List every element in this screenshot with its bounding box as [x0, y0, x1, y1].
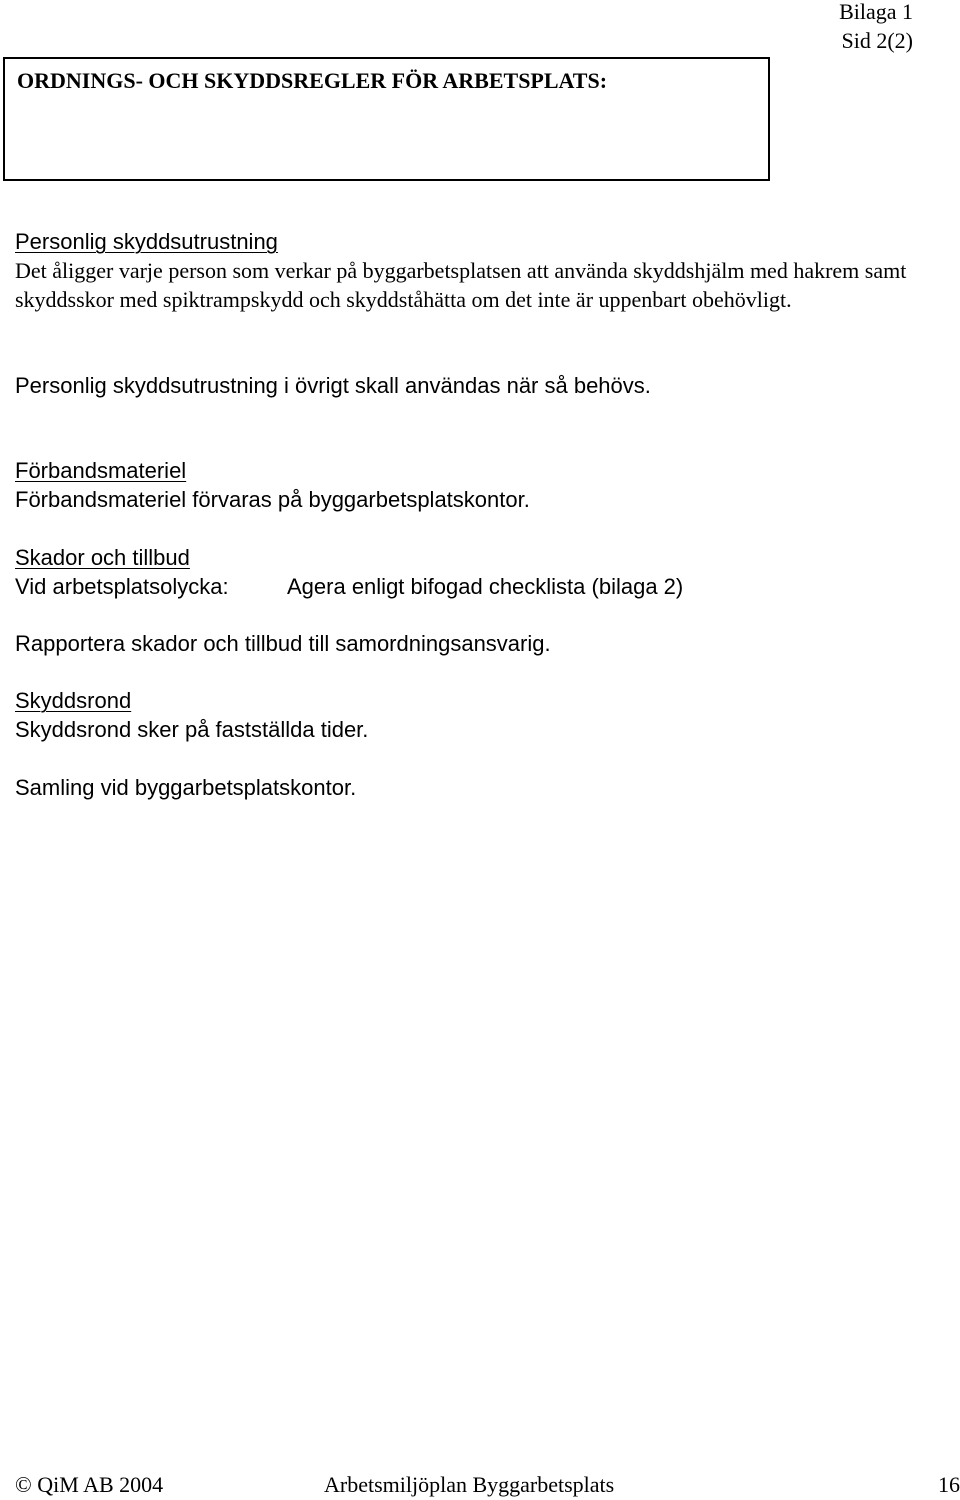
ppe-paragraph: Det åligger varje person som verkar på byggarbetsplatsen att använda skyddshjälm med hakrem samt skyddsskor med spiktrampskydd och skyddståhätta om det inte är uppenbart obehövligt.: [15, 258, 907, 312]
section-heading-safety-round: Skyddsrond: [15, 688, 132, 713]
section-safety-round: [15, 686, 935, 744]
safety-round-paragraph: Skyddsrond sker på fastställda tider.: [15, 717, 369, 742]
first-aid-paragraph: Förbandsmateriel förvaras på byggarbetsplatskontor.: [15, 487, 530, 512]
footer-document-title: Arbetsmiljöplan Byggarbetsplats: [324, 1472, 615, 1497]
page-title: ORDNINGS- OCH SKYDDSREGLER FÖR ARBETSPLATS:: [17, 68, 608, 93]
section-ppe: [15, 227, 935, 314]
section-heading-first-aid: Förbandsmateriel: [15, 458, 187, 483]
footer-copyright: © QiM AB 2004: [15, 1472, 164, 1497]
accident-label: Vid arbetsplatsolycka:: [15, 574, 229, 599]
accident-row: [15, 572, 935, 601]
section-first-aid: [15, 456, 935, 514]
attachment-label: Bilaga 1: [839, 0, 913, 24]
injuries-report-paragraph: Rapportera skador och tillbud till samordningsansvarig.: [15, 631, 551, 656]
section-heading-injuries: Skador och tillbud: [15, 545, 190, 570]
ppe-paragraph-other: Personlig skyddsutrustning i övrigt skall användas när så behövs.: [15, 373, 651, 398]
page-indicator: Sid 2(2): [841, 28, 913, 53]
accident-action: Agera enligt bifogad checklista (bilaga 2): [287, 574, 684, 599]
section-heading-ppe: Personlig skyddsutrustning: [15, 229, 278, 254]
footer-page-number: 16: [938, 1472, 960, 1497]
section-injuries: [15, 543, 935, 601]
safety-round-gathering: Samling vid byggarbetsplatskontor.: [15, 775, 357, 800]
